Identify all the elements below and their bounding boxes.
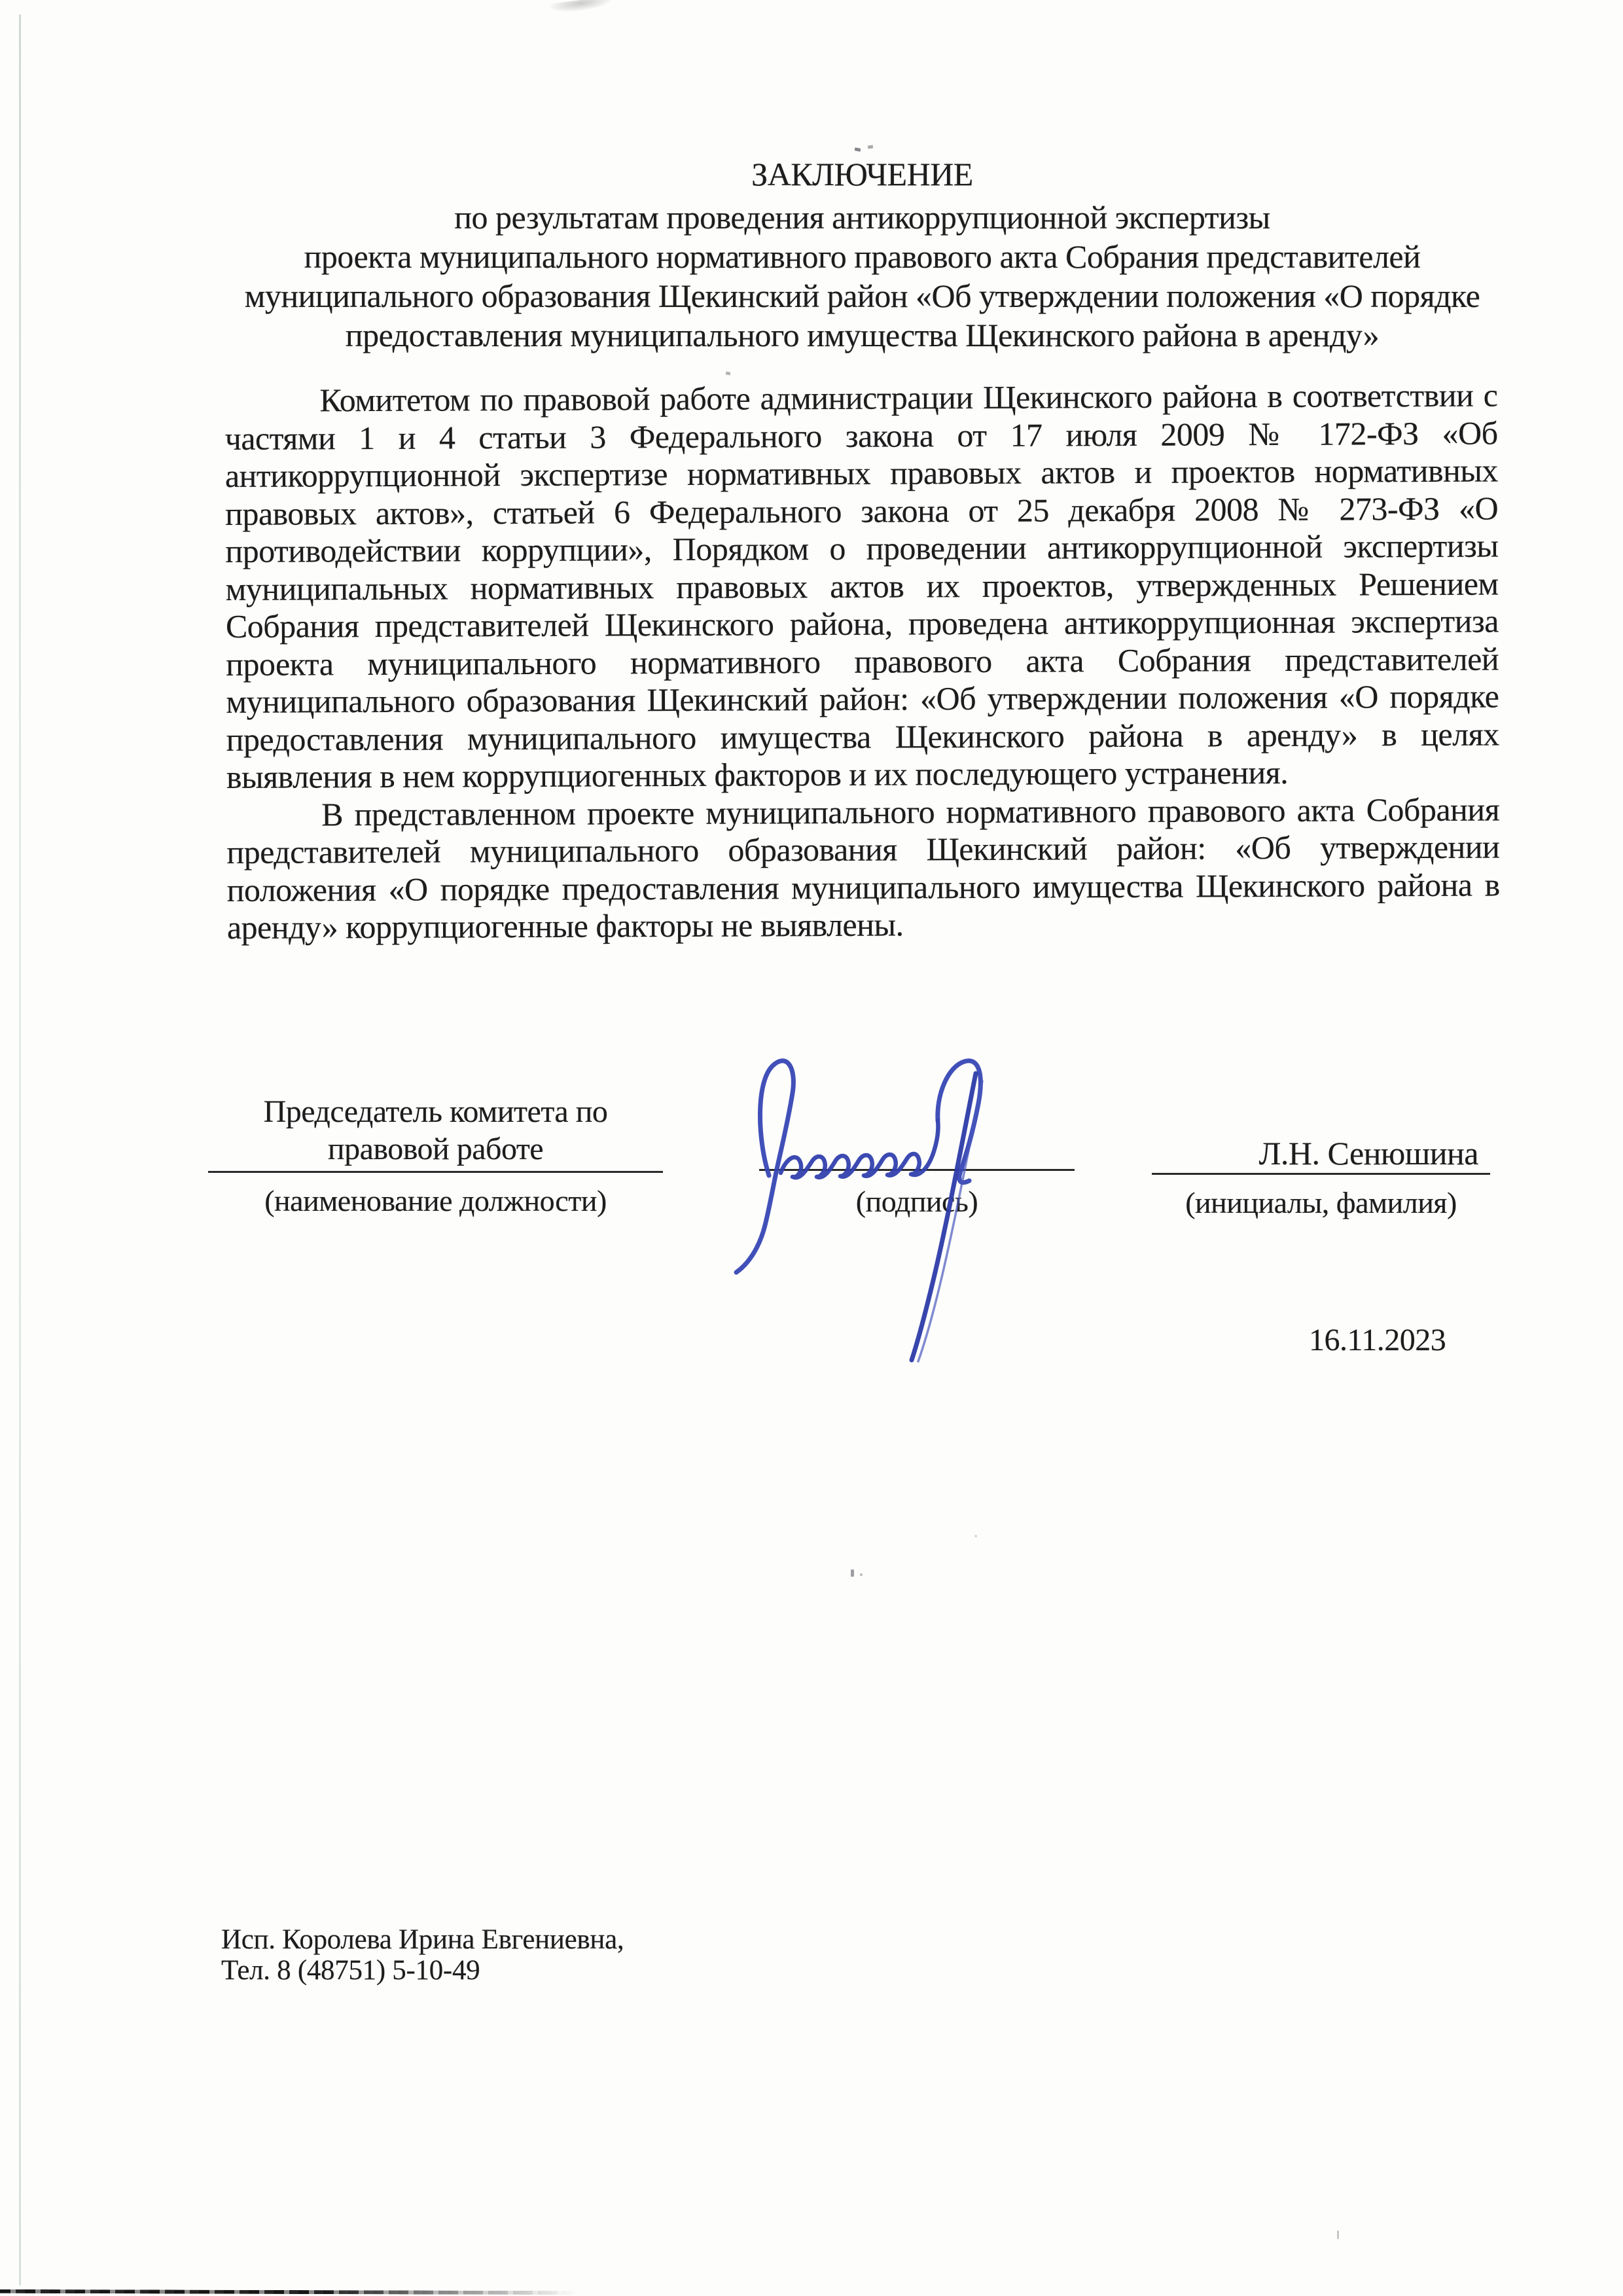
position-caption: (наименование должности): [264, 1184, 607, 1217]
signature-underline: [1152, 1173, 1490, 1175]
position-title-line: правовой работе: [327, 1132, 544, 1166]
executor-block: [221, 1924, 624, 1986]
scan-speck: [726, 371, 731, 375]
scan-speck: [1337, 2231, 1339, 2239]
position-title-line: Председатель комитета по: [263, 1094, 608, 1129]
signature-sign-block: [759, 1169, 1075, 1219]
scan-speck: [974, 1535, 977, 1537]
scan-speck: [860, 1573, 863, 1576]
signature-position-block: [208, 1093, 663, 1218]
paragraph-expertise-basis: Комитетом по правовой работе администрации Щекинского района в соответствии с частями 1 и 4 статьи 3 Федерального закона от 17 июля 2009 № 172-ФЗ «Об антикоррупционной экспертизе нормативных правовых актов и проектов нормативных правовых актов», статьей 6 Федерального закона от 25 декабря 2008 № 273-ФЗ «О противодействии коррупции», Порядком о проведении антикоррупционной экспертизы муниципальных нормативных правовых актов их проектов, утвержденных Решением Собрания представителей Щекинского района, проведена антикоррупционная экспертиза проекта муниципального нормативного правового акта Собрания представителей муниципального образования Щекинский район: «Об утверждении положения «О порядке предоставления муниципального имущества Щекинского района в аренду» в целях выявления в нем коррупциогенных факторов и их последующего устранения.: [224, 376, 1499, 795]
signature-name-block: [1152, 1136, 1490, 1220]
title-line: муниципального образования Щекинский район «Об утверждении положения «О порядке: [244, 278, 1480, 314]
scan-speck: [851, 1570, 854, 1577]
signature-underline: [208, 1171, 663, 1173]
signature-caption: (подпись): [855, 1185, 978, 1218]
executor-name: Исп. Королева Ирина Евгениевна,: [221, 1924, 624, 1955]
document-body: [224, 377, 1500, 947]
title-line: ЗАКЛЮЧЕНИЕ: [751, 156, 973, 192]
paragraph-conclusion: В представленном проекте муниципального нормативного правового акта Собрания представителей муниципального образования Щекинский район: «Об утверждении положения «О порядке предоставления муниципального имущества Щекинского района в аренду» коррупциогенные факторы не выявлены.: [226, 791, 1500, 946]
executor-phone: Тел. 8 (48751) 5-10-49: [221, 1955, 480, 1986]
document-title: [226, 154, 1499, 355]
scan-speck: [855, 147, 861, 152]
signature-underline: [759, 1169, 1075, 1171]
title-line: предоставления муниципального имущества Щекинского района в аренду»: [345, 317, 1380, 353]
title-line: проекта муниципального нормативного правового акта Собрания представителей: [304, 238, 1421, 275]
scan-edge-artifact: [19, 14, 21, 2286]
title-line: по результатам проведения антикоррупционной экспертизы: [454, 199, 1270, 236]
scan-smudge-artifact: [549, 0, 612, 14]
scan-speck: [868, 145, 874, 149]
name-caption: (инициалы, фамилия): [1185, 1186, 1457, 1219]
scan-edge-artifact: [0, 2289, 589, 2295]
signatory-name: Л.Н. Сенюшина: [1258, 1135, 1478, 1172]
document-date: 16.11.2023: [1309, 1323, 1446, 1357]
